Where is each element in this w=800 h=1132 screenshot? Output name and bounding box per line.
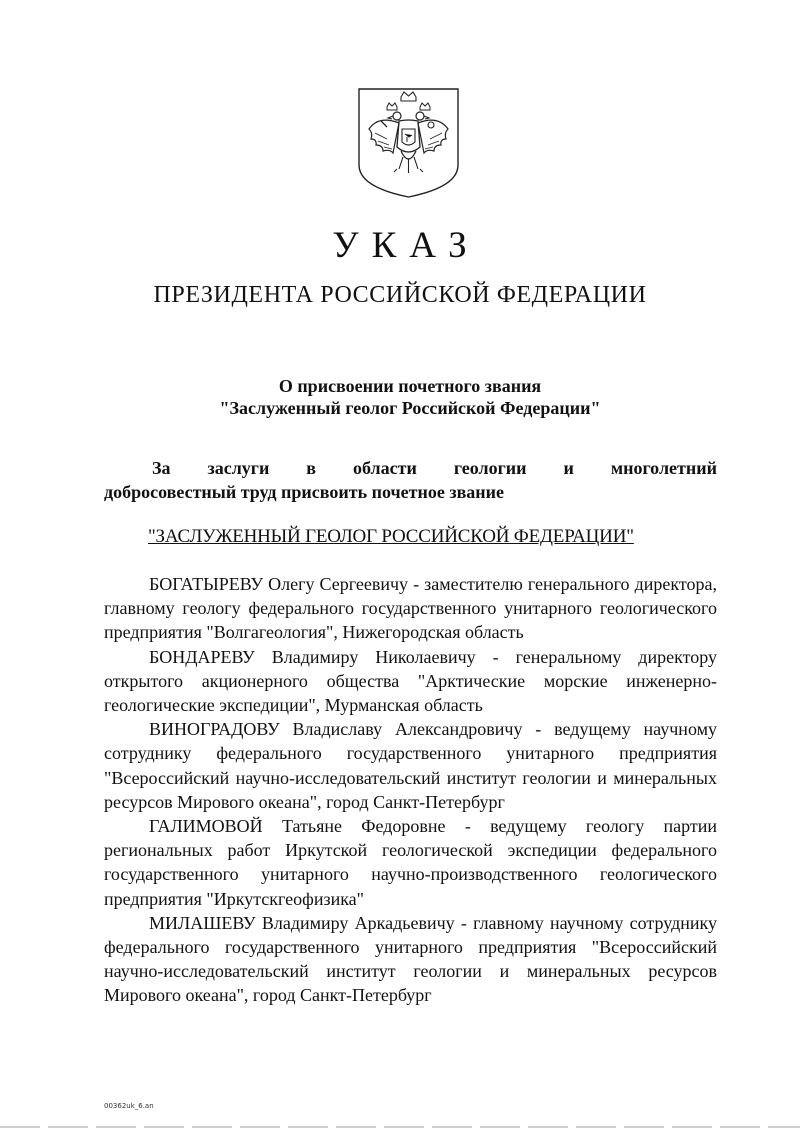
- recipient-surname: БОГАТЫРЕВУ: [149, 574, 264, 594]
- recipient-surname: МИЛАШЕВУ: [149, 912, 256, 933]
- recipient-surname: ВИНОГРАДОВУ: [149, 719, 280, 740]
- coat-of-arms-emblem: [357, 87, 460, 199]
- recipient-details: Владимиру Николаевичу - генеральному директору открытого акционерного общества "Арктические морские инженерно-геологические экспедиции", Мурманская область: [104, 646, 717, 716]
- recipient-details: Владимиру Аркадьевичу - главному научному сотруднику федерального государственного унитарного предприятия "Всероссийский научно-исследовательский институт геологии и минеральных ресурсов Мирового океана", город Санкт-Петербург: [104, 912, 717, 1006]
- document-title: УКАЗ: [332, 225, 480, 266]
- recipient-details: Владиславу Александровичу - ведущему научному сотруднику федерального государственного унитарного предприятия "Всероссийский научно-исследовательский институт геологии и минеральных ресурсов Мирового океана", город Санкт-Петербург: [104, 719, 717, 812]
- recipient-entry: [104, 572, 717, 645]
- page-bottom-divider: [0, 1126, 800, 1128]
- recipient-surname: БОНДАРЕВУ: [149, 646, 255, 667]
- recipient-entry: [104, 911, 717, 1008]
- recipient-details: Олегу Сергеевичу - заместителю генерального директора, главному геологу федерального государственного унитарного геологического предприятия "Волгагеология", Нижегородская область: [104, 574, 717, 643]
- document-code: 00362uk_6.an: [104, 1102, 154, 1110]
- preamble-line-1: За заслуги в области геологии и многолетний: [152, 458, 717, 478]
- recipient-entry: [104, 814, 717, 911]
- decree-subject: [150, 375, 670, 419]
- recipient-details: Татьяне Федоровне - ведущему геологу партии региональных работ Иркутской геологической экспедиции федерального государственного унитарного научно-производственного геологического предприятия "Иркутскгеофизика": [104, 816, 717, 909]
- honorary-title: "ЗАСЛУЖЕННЫЙ ГЕОЛОГ РОССИЙСКОЙ ФЕДЕРАЦИИ": [148, 526, 634, 547]
- recipient-entry: [104, 717, 717, 814]
- recipient-list: [104, 572, 717, 1008]
- recipient-entry: [104, 645, 717, 718]
- preamble-line-2: добросовестный труд присвоить почетное звание: [104, 482, 505, 502]
- russian-coat-of-arms-icon: [357, 87, 460, 199]
- decree-preamble: [104, 456, 717, 504]
- subject-line-2: "Заслуженный геолог Российской Федерации": [219, 398, 601, 418]
- subject-line-1: О присвоении почетного звания: [278, 376, 542, 396]
- document-subtitle: ПРЕЗИДЕНТА РОССИЙСКОЙ ФЕДЕРАЦИИ: [153, 282, 647, 308]
- recipient-surname: ГАЛИМОВОЙ: [149, 816, 263, 837]
